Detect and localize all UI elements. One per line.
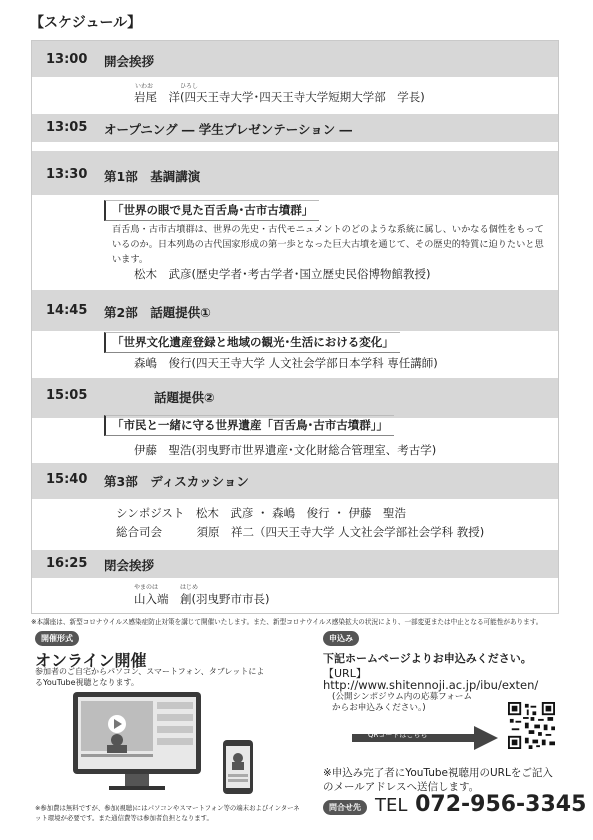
url-note: (公開シンポジウム内の応募フォーム からお申込みください。)	[332, 692, 473, 713]
session-heading: 閉会挨拶	[104, 558, 155, 573]
talk-description: 百舌鳥・古市古墳群は、世界の先史・古代モニュメントのどのような系統に属し、いかなる個性をもっているのか。日本列島の古代国家形成の第一歩となった巨大古墳を通じて、その歴史的特質に迫りたいと思います。	[112, 224, 544, 265]
online-heading: オンライン開催	[35, 651, 147, 670]
session-heading: 開会挨拶	[104, 54, 155, 69]
speaker: 森嶋 俊行(四天王寺大学 人文社会学部日本学科 専任講師)	[134, 356, 438, 370]
discussion-panelists: シンポジスト 松木 武彦 ・ 森嶋 俊行 ・ 伊藤 聖浩	[116, 506, 406, 520]
speaker: 岩尾 洋(四天王寺大学･四天王寺大学短期大学部 学長)	[134, 90, 425, 104]
apply-tag: 申込み	[323, 631, 359, 646]
phone-number[interactable]	[375, 792, 586, 817]
fee-note: ※参加費は無料ですが、参加(視聴)にはパソコンやスマートフォン等の端末およびインターネット環境が必要です。また通信費等は参加者負担となります。	[35, 804, 300, 822]
mail-note: ※申込み完了者にYouTube視聴用のURLをご記入 のメールアドレスへ送信します。	[323, 767, 553, 793]
ruby-text: いわお	[135, 83, 154, 90]
url-label: 【URL】	[323, 667, 367, 680]
schedule-row-band	[32, 378, 558, 418]
tel-number: 072-956-3345	[415, 792, 587, 817]
notice-text: ※本講座は、新型コロナウイルス感染症防止対策を講じて開催いたします。また、新型コロナウイルス感染拡大の状況により、一部変更または中止となる可能性があります。	[31, 618, 543, 626]
session-heading: 第1部 基調講演	[104, 169, 201, 184]
speaker: 松木 武彦(歴史学者･考古学者･国立歴史民俗博物館教授)	[134, 267, 431, 281]
qr-code-icon[interactable]	[508, 702, 555, 749]
time-label: 13:05	[46, 120, 88, 135]
apply-heading: 下記ホームページよりお申込みください。	[323, 652, 532, 665]
tel-prefix: TEL	[375, 795, 408, 816]
speaker: 山入端 創(羽曳野市市長)	[134, 592, 270, 606]
session-heading: 第3部 ディスカッション	[104, 474, 249, 489]
apply-url-link[interactable]: http://www.shitennoji.ac.jp/ibu/exten/	[323, 678, 539, 692]
ruby-text: はじめ	[180, 584, 199, 591]
qr-label: QRコードはこちら	[368, 731, 428, 739]
talk-title: 「世界文化遺産登録と地域の観光･生活における変化」	[104, 332, 400, 353]
time-label: 15:40	[46, 472, 88, 487]
speaker: 伊藤 聖浩(羽曳野市世界遺産･文化財総合管理室、考古学)	[134, 443, 437, 457]
session-heading: 話題提供②	[154, 390, 215, 405]
time-label: 15:05	[46, 388, 88, 403]
contact-tag: 問合せ先	[323, 800, 367, 815]
ruby-text: やまのは	[134, 584, 159, 591]
time-label: 13:30	[46, 167, 88, 182]
smartphone-icon	[223, 740, 253, 794]
discussion-moderator: 総合司会 須原 祥二（四天王寺大学 人文社会学部社会学科 教授)	[116, 525, 485, 539]
session-heading: オープニング ― 学生プレゼンテーション ―	[104, 122, 353, 137]
schedule-title: 【スケジュール】	[30, 15, 142, 31]
talk-title: 「世界の眼で見た百舌鳥･古市古墳群」	[104, 200, 319, 221]
monitor-icon	[73, 692, 201, 790]
time-label: 16:25	[46, 556, 88, 571]
ruby-text: ひろし	[180, 83, 199, 90]
time-label: 13:00	[46, 52, 88, 67]
session-heading: 第2部 話題提供①	[104, 305, 211, 320]
time-label: 14:45	[46, 303, 88, 318]
format-tag: 開催形式	[35, 631, 79, 646]
devices-illustration	[65, 688, 280, 800]
schedule-table	[31, 40, 559, 614]
talk-title: 「市民と一緒に守る世界遺産「百舌鳥･古市古墳群」」	[104, 415, 394, 436]
online-description: 参加者のご自宅からパソコン、スマートフォン、タブレットによるYouTube視聴となります。	[35, 667, 265, 687]
